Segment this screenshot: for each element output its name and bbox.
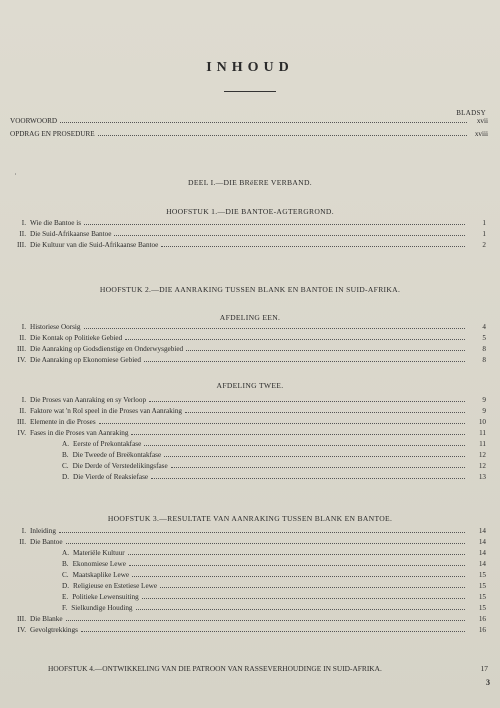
page-number: 3 [486,678,490,687]
toc-entry: IV. Gevolgtrekkings 16 [17,626,486,634]
toc-entry: II. Die Bantoe 14 [19,538,486,546]
toc-subentry: C. Die Derde of Verstedelikingsfase 12 [62,462,486,470]
part-heading: DEEL I.—DIE BRëERE VERBAND. [188,178,312,187]
page-column-header: BLADSY [456,109,486,117]
chapter-heading: HOOFSTUK 4.—ONTWIKKELING VAN DIE PATROON VAN RASSEVERHOUDINGE IN SUID-AFRIKA. 17 [48,664,488,673]
toc-entry: II. Faktore wat 'n Rol speel in die Proses van Aanraking 9 [19,407,486,415]
toc-entry: I. Historiese Oorsig 4 [21,323,486,331]
toc-entry: IV. Die Aanraking op Ekonomiese Gebied 8 [17,356,486,364]
toc-entry: OPDRAG EN PROSEDURE xviii [10,130,488,138]
toc-entry: III. Die Aanraking op Godsdienstige en Onderwysgebied 8 [17,345,486,353]
toc-subentry: D. Religieuse en Estetiese Lewe 15 [62,582,486,590]
page-title: INHOUD [206,60,294,75]
toc-entry: VOORWOORD xvii [10,117,488,125]
title-underline [224,91,276,92]
toc-subentry: A. Materiële Kultuur 14 [62,549,486,557]
section-heading: AFDELING EEN. [219,313,281,322]
chapter-heading: HOOFSTUK 1.—DIE BANTOE-AGTERGROND. [166,207,334,216]
toc-entry: IV. Fases in die Proses van Aanraking 11 [17,429,486,437]
toc-subentry: E. Politieke Lewensuiting 15 [62,593,486,601]
toc-subentry: A. Eerste of Prekontakfase 11 [62,440,486,448]
toc-entry: I. Wie die Bantoe is 1 [21,219,486,227]
toc-subentry: C. Maatskaplike Lewe 15 [62,571,486,579]
toc-entry: III. Die Kultuur van die Suid-Afrikaanse Bantoe 2 [17,241,486,249]
chapter-heading: HOOFSTUK 3.—RESULTATE VAN AANRAKING TUSSEN BLANK EN BANTOE. [107,514,393,523]
toc-entry: I. Inleiding 14 [21,527,486,535]
margin-mark: ˙ [14,172,17,182]
section-heading: AFDELING TWEE. [216,381,284,390]
toc-subentry: D. Die Vierde of Reaksiefase 13 [62,473,486,481]
toc-subentry: B. Die Tweede of Breëkontakfase 12 [62,451,486,459]
toc-subentry: B. Ekonomiese Lewe 14 [62,560,486,568]
toc-entry: II. Die Kontak op Politieke Gebied 5 [19,334,486,342]
toc-entry: I. Die Proses van Aanraking en sy Verloop 9 [21,396,486,404]
chapter-heading: HOOFSTUK 2.—DIE AANRAKING TUSSEN BLANK EN BANTOE IN SUID-AFRIKA. [99,285,401,294]
toc-entry: III. Elemente in die Proses 10 [17,418,486,426]
toc-entry: III. Die Blanke 16 [17,615,486,623]
toc-entry: II. Die Suid-Afrikaanse Bantoe 1 [19,230,486,238]
toc-subentry: F. Sielkundige Houding 15 [62,604,486,612]
